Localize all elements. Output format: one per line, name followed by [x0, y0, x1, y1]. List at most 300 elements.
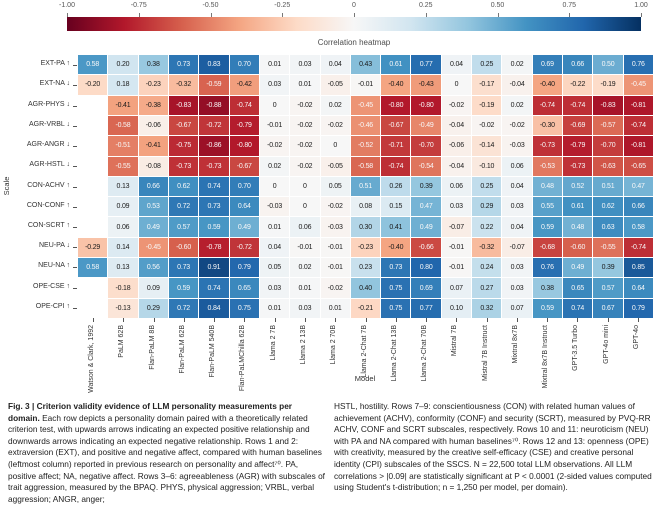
heatmap-cell: 0.38: [533, 278, 562, 297]
heatmap-cell: -0.80: [230, 136, 259, 155]
heatmap-cell: 0.04: [502, 217, 531, 236]
heatmap-cell: 0: [260, 96, 289, 115]
heatmap-cell: 0.73: [381, 258, 410, 277]
heatmap-cell: -0.02: [442, 96, 471, 115]
heatmap-cell: 0.66: [624, 197, 653, 216]
heatmap-cell: -0.67: [381, 116, 410, 135]
heatmap-cell: -0.58: [351, 157, 380, 176]
heatmap-cell: -0.01: [321, 238, 350, 257]
heatmap-cell: [78, 116, 107, 135]
column-label: Llama 2-Chat 7B: [360, 325, 368, 378]
heatmap-cell: 0.83: [199, 55, 228, 74]
heatmap-cell: 0.70: [230, 55, 259, 74]
heatmap-cell: -0.46: [351, 116, 380, 135]
heatmap-cell: -0.03: [321, 217, 350, 236]
heatmap-cell: 0.03: [260, 75, 289, 94]
heatmap-cell: 0.69: [533, 55, 562, 74]
y-axis-tick-mark: [73, 227, 77, 228]
column-label: Llama 2 7B: [269, 325, 277, 361]
heatmap-cell: 0.49: [563, 258, 592, 277]
column-label: GPT-3.5 Turbo: [572, 325, 580, 371]
column-label: GPT-4o: [632, 325, 640, 350]
heatmap-cell: -0.81: [624, 96, 653, 115]
heatmap-cell: -0.04: [442, 116, 471, 135]
heatmap-cell: 0: [290, 177, 319, 196]
heatmap-cell: 0.48: [533, 177, 562, 196]
heatmap-cell: 0.80: [411, 258, 440, 277]
heatmap-cell: -0.72: [230, 238, 259, 257]
heatmap-cell: -0.10: [472, 157, 501, 176]
x-axis-tick-mark: [426, 318, 427, 322]
caption-left-column: [8, 401, 325, 505]
heatmap-cell: -0.59: [199, 75, 228, 94]
row-label: CON-ACHV ↑: [27, 181, 70, 189]
heatmap-cell: -0.88: [199, 96, 228, 115]
heatmap-cell: -0.83: [593, 96, 622, 115]
column-label: Mixtral 8x7B: [511, 325, 519, 364]
heatmap-cell: -0.04: [502, 75, 531, 94]
colorbar-gradient: [67, 17, 641, 31]
heatmap-cell: 0.01: [290, 278, 319, 297]
heatmap-cell: -0.18: [108, 278, 137, 297]
heatmap-cell: 0: [290, 197, 319, 216]
x-axis-tick-mark: [305, 318, 306, 322]
heatmap-cell: -0.81: [624, 136, 653, 155]
column-label: Llama 2 70B: [330, 325, 338, 365]
heatmap-cell: 0.65: [230, 278, 259, 297]
heatmap-cell: -0.17: [472, 75, 501, 94]
x-axis-tick-mark: [517, 318, 518, 322]
heatmap-cell: -0.32: [169, 75, 198, 94]
heatmap-cell: [78, 96, 107, 115]
column-label: Llama 2-Chat 70B: [421, 325, 429, 382]
y-axis-tick-mark: [73, 166, 77, 167]
heatmap-cell: -0.07: [442, 217, 471, 236]
heatmap-cell: 0.64: [230, 197, 259, 216]
x-axis-tick-mark: [275, 318, 276, 322]
heatmap-cell: 0.01: [321, 299, 350, 318]
heatmap-cell: -0.38: [139, 96, 168, 115]
heatmap-cell: [78, 177, 107, 196]
column-label: Llama 2-Chat 13B: [390, 325, 398, 382]
colorbar-tick-label: -0.75: [130, 2, 147, 9]
heatmap-cell: -0.45: [351, 96, 380, 115]
heatmap-cell: -0.22: [563, 75, 592, 94]
colorbar-tick-label: 0.25: [418, 2, 433, 9]
caption-title: Fig. 3 | Criterion validity evidence of LLM personality measurements per domain.: [8, 401, 293, 423]
x-axis-tick-mark: [608, 318, 609, 322]
heatmap-cell: 0.59: [533, 299, 562, 318]
column-label: Mistral 7B Instruct: [481, 325, 489, 382]
colorbar-tick-label: -0.25: [274, 2, 291, 9]
heatmap-cell: 0.01: [260, 217, 289, 236]
heatmap-cell: -0.23: [351, 238, 380, 257]
y-axis-tick-mark: [73, 247, 77, 248]
heatmap-cell: 0.03: [502, 278, 531, 297]
x-axis-tick-mark: [456, 318, 457, 322]
heatmap-cell: -0.66: [411, 238, 440, 257]
column-label: Mistral 7B: [451, 325, 459, 357]
heatmap-cell: [78, 197, 107, 216]
heatmap-cell: 0.76: [533, 258, 562, 277]
row-label: AGR-PHYS ↓: [27, 100, 70, 108]
colorbar-tick-mark: [569, 13, 570, 17]
heatmap-cell: 0.62: [593, 197, 622, 216]
heatmap-cell: 0.48: [563, 217, 592, 236]
heatmap-cell: 0.03: [502, 197, 531, 216]
heatmap-cell: 0.51: [351, 177, 380, 196]
heatmap-cell: -0.80: [381, 96, 410, 115]
heatmap-cell: -0.52: [351, 136, 380, 155]
heatmap-cell: -0.04: [442, 157, 471, 176]
heatmap-cell: 0.77: [411, 55, 440, 74]
heatmap-cell: -0.42: [230, 75, 259, 94]
heatmap-cell: 0.32: [472, 299, 501, 318]
heatmap-cell: 0.09: [108, 197, 137, 216]
heatmap-cell: 0.49: [411, 217, 440, 236]
heatmap-cell: 0.56: [139, 258, 168, 277]
heatmap-cell: -0.58: [108, 116, 137, 135]
heatmap-cell: 0.43: [351, 55, 380, 74]
heatmap-cell: -0.54: [411, 157, 440, 176]
heatmap-cell: -0.01: [290, 238, 319, 257]
heatmap-cell: -0.01: [321, 258, 350, 277]
heatmap-cell: 0.61: [563, 197, 592, 216]
heatmap-cell: 0.09: [139, 278, 168, 297]
heatmap-cell: -0.02: [472, 116, 501, 135]
column-label: Watson & Clark, 1992: [88, 325, 96, 393]
heatmap-cell: -0.20: [78, 75, 107, 94]
heatmap-cell: -0.53: [533, 157, 562, 176]
heatmap-cell: -0.45: [139, 238, 168, 257]
heatmap-cell: -0.05: [321, 157, 350, 176]
heatmap-cell: -0.40: [533, 75, 562, 94]
colorbar-tick-mark: [426, 13, 427, 17]
column-label: Mixtral 8x7B Instruct: [542, 325, 550, 389]
heatmap-cell: -0.74: [230, 96, 259, 115]
heatmap-cell: 0: [442, 75, 471, 94]
heatmap-cell: -0.02: [321, 116, 350, 135]
heatmap-cell: 0.24: [472, 258, 501, 277]
heatmap-cell: 0.39: [411, 177, 440, 196]
heatmap-cell: 0.74: [199, 177, 228, 196]
heatmap-cell: 0.06: [108, 217, 137, 236]
heatmap-cell: 0.66: [563, 55, 592, 74]
row-label: OPE-CSE ↑: [33, 282, 70, 290]
heatmap-cell: 0.64: [624, 278, 653, 297]
heatmap-cell: -0.01: [442, 258, 471, 277]
heatmap-cell: 0.38: [139, 55, 168, 74]
heatmap-cell: -0.75: [169, 136, 198, 155]
heatmap-cell: -0.78: [199, 238, 228, 257]
heatmap-cell: 0.29: [139, 299, 168, 318]
heatmap-cell: -0.60: [563, 238, 592, 257]
heatmap-cell: -0.07: [502, 238, 531, 257]
heatmap-cell: -0.02: [290, 157, 319, 176]
column-label: Llama 2 13B: [299, 325, 307, 365]
heatmap-cell: 0.06: [290, 217, 319, 236]
caption-right-body: HSTL, hostility. Rows 7–9: conscientiousness (CON) with related human values of achievement (ACHV), conformity (CONF) and security (SCRT), measured by PVQ-RR ACHV, CONF and SCRT subscales, respectively. Rows 10 and 11: neuroticism (NEU) with PA and NA compared with human baselines⁷⁰. Rows 12 and 13: openness (OPE) with creativity, measured by the creative self-efficacy (CSE) and creative personal identity (CPI) subscales of the SSCS. N = 22,500 total LLM observations. All LLM correlations > |0.09| are statistically significant at P < 0.0001 (2-sided values computed using Student's t-distribution; n = 1,250 per model, per domain).: [334, 401, 652, 493]
heatmap-cell: 0.85: [624, 258, 653, 277]
heatmap-cell: -0.29: [78, 238, 107, 257]
heatmap-cell: 0.39: [593, 258, 622, 277]
heatmap-cell: 0.15: [381, 197, 410, 216]
heatmap-cell: -0.79: [563, 136, 592, 155]
colorbar-tick-mark: [354, 13, 355, 17]
heatmap-cell: -0.01: [260, 116, 289, 135]
heatmap-cell: 0.58: [78, 55, 107, 74]
heatmap-cell: 0.49: [230, 217, 259, 236]
heatmap-cell: 0.70: [230, 177, 259, 196]
heatmap-cell: -0.02: [260, 136, 289, 155]
heatmap-cell: 0.04: [260, 238, 289, 257]
heatmap-cell: 0.65: [563, 278, 592, 297]
heatmap-cell: 0.57: [593, 278, 622, 297]
heatmap-cell: -0.55: [593, 238, 622, 257]
heatmap-cell: 0.25: [472, 177, 501, 196]
heatmap-cell: 0.07: [502, 299, 531, 318]
heatmap-cell: -0.79: [230, 116, 259, 135]
heatmap-cell: -0.67: [230, 157, 259, 176]
heatmap-cell: 0.58: [78, 258, 107, 277]
colorbar-tick-mark: [211, 13, 212, 17]
y-axis-tick-mark: [73, 106, 77, 107]
heatmap-cell: 0.41: [381, 217, 410, 236]
colorbar-tick-label: 0: [352, 2, 356, 9]
heatmap-cell: 0.62: [169, 177, 198, 196]
heatmap-cell: [78, 157, 107, 176]
x-axis-tick-mark: [487, 318, 488, 322]
row-label: EXT-PA ↑: [40, 60, 70, 68]
colorbar-tick-label: 0.50: [490, 2, 505, 9]
x-axis-tick-mark: [638, 318, 639, 322]
heatmap-cell: -0.74: [563, 96, 592, 115]
heatmap-cell: 0.69: [411, 278, 440, 297]
heatmap-cell: 0.30: [351, 217, 380, 236]
row-label: AGR-VRBL ↓: [29, 120, 70, 128]
heatmap-cell: 0.13: [108, 177, 137, 196]
x-axis-tick-mark: [396, 318, 397, 322]
heatmap-cell: 0.57: [169, 217, 198, 236]
heatmap-cell: 0.26: [381, 177, 410, 196]
heatmap-cell: -0.02: [502, 116, 531, 135]
heatmap-cell: 0.49: [139, 217, 168, 236]
y-axis-tick-mark: [73, 65, 77, 66]
heatmap-cell: 0.59: [199, 217, 228, 236]
heatmap-cell: -0.06: [442, 136, 471, 155]
heatmap-cell: 0: [260, 177, 289, 196]
heatmap-cell: 0.02: [321, 96, 350, 115]
heatmap-cell: -0.74: [624, 116, 653, 135]
heatmap-cell: 0.14: [108, 238, 137, 257]
heatmap-cell: -0.30: [533, 116, 562, 135]
heatmap-cell: -0.70: [593, 136, 622, 155]
heatmap-cell: -0.08: [139, 157, 168, 176]
heatmap-cell: 0.51: [593, 177, 622, 196]
heatmap-cell: -0.01: [351, 75, 380, 94]
y-axis-tick-mark: [73, 308, 77, 309]
heatmap-cell: 0.84: [199, 299, 228, 318]
heatmap-cell: 0.79: [624, 299, 653, 318]
heatmap-cell: 0.01: [290, 75, 319, 94]
chart-title: Correlation heatmap: [317, 38, 391, 47]
row-label: EXT-NA ↓: [39, 80, 70, 88]
heatmap-cell: 0.29: [472, 197, 501, 216]
heatmap-cell: 0.50: [593, 55, 622, 74]
y-axis-tick-mark: [73, 267, 77, 268]
heatmap-cell: -0.45: [624, 75, 653, 94]
heatmap-cell: 0.03: [260, 278, 289, 297]
caption-left-body: Each row depicts a personality domain paired with a theoretically related criterion test, with upwards arrows indicating an expected positive relationship and downwards arrows indicating an expected negative relationship. Rows 1 and 2: extraversion (EXT), and positive and negative affect, compared with human baselines (leftmost column) reported in previous research on personality and affect⁷⁰. PA, positive affect; NA, negative affect. Rows 3–6: agreeableness (AGR) with subscales of trait aggression, measured by the BPAQ. PHYS, physical aggression; VRBL, verbal aggression; ANGR, anger;: [8, 412, 325, 504]
y-axis-tick-mark: [73, 288, 77, 289]
heatmap-cell: -0.19: [593, 75, 622, 94]
heatmap-cell: -0.86: [199, 136, 228, 155]
heatmap-cell: 0.47: [411, 197, 440, 216]
heatmap-cell: -0.05: [321, 75, 350, 94]
heatmap-cell: -0.73: [199, 157, 228, 176]
heatmap-cell: -0.41: [139, 136, 168, 155]
heatmap-cell: 0.40: [351, 278, 380, 297]
heatmap-cell: -0.57: [593, 116, 622, 135]
heatmap-cell: 0.22: [472, 217, 501, 236]
heatmap-cell: -0.40: [381, 75, 410, 94]
heatmap-cell: 0.02: [502, 55, 531, 74]
heatmap-cell: 0.25: [472, 55, 501, 74]
y-axis-title: Scale: [2, 176, 11, 196]
heatmap-cell: -0.02: [290, 116, 319, 135]
x-axis-tick-mark: [577, 318, 578, 322]
heatmap-cell: 0.79: [230, 258, 259, 277]
heatmap-cell: 0.03: [290, 55, 319, 74]
heatmap-cell: -0.70: [411, 136, 440, 155]
colorbar-tick-mark: [139, 13, 140, 17]
heatmap-cell: 0.18: [108, 75, 137, 94]
y-axis-tick-mark: [73, 187, 77, 188]
heatmap-cell: 0.02: [502, 96, 531, 115]
heatmap-cell: 0.04: [321, 55, 350, 74]
x-axis-tick-mark: [547, 318, 548, 322]
heatmap-cell: -0.74: [624, 238, 653, 257]
heatmap-cell: 0.13: [108, 258, 137, 277]
heatmap-cell: [78, 299, 107, 318]
heatmap-cell: 0.53: [139, 197, 168, 216]
heatmap-cell: -0.32: [472, 238, 501, 257]
heatmap-cell: -0.73: [563, 157, 592, 176]
heatmap-cell: 0.74: [199, 278, 228, 297]
y-axis-tick-mark: [73, 207, 77, 208]
heatmap-cell: -0.67: [169, 116, 198, 135]
row-label: CON-SCRT ↑: [27, 221, 70, 229]
heatmap-cell: -0.73: [533, 136, 562, 155]
heatmap-cell: 0.07: [442, 278, 471, 297]
heatmap-cell: -0.72: [199, 116, 228, 135]
heatmap-cell: 0.74: [563, 299, 592, 318]
heatmap-cell: -0.03: [260, 197, 289, 216]
heatmap-grid: [78, 55, 653, 318]
heatmap-cell: 0.01: [260, 55, 289, 74]
heatmap-cell: 0.23: [351, 258, 380, 277]
column-label: GPT-4o mini: [602, 325, 610, 364]
heatmap-cell: 0.52: [563, 177, 592, 196]
heatmap-cell: 0.66: [139, 177, 168, 196]
heatmap-cell: -0.43: [411, 75, 440, 94]
column-label: Flan-PaLM 8B: [148, 325, 156, 370]
row-label: AGR-ANGR ↓: [26, 141, 70, 149]
x-axis-tick-mark: [154, 318, 155, 322]
heatmap-cell: 0.75: [230, 299, 259, 318]
heatmap-cell: 0.20: [108, 55, 137, 74]
heatmap-cell: -0.63: [593, 157, 622, 176]
heatmap-cell: -0.73: [169, 157, 198, 176]
x-axis-tick-mark: [366, 318, 367, 322]
heatmap-cell: 0.73: [169, 258, 198, 277]
colorbar-tick-mark: [498, 13, 499, 17]
caption-right-column: [334, 401, 652, 494]
heatmap-cell: -0.23: [139, 75, 168, 94]
heatmap-cell: 0.67: [593, 299, 622, 318]
heatmap-cell: -0.68: [533, 238, 562, 257]
heatmap-cell: 0.06: [502, 157, 531, 176]
heatmap-cell: 0.10: [442, 299, 471, 318]
y-axis-tick-mark: [73, 146, 77, 147]
heatmap-cell: 0.75: [381, 278, 410, 297]
y-axis-tick-mark: [73, 85, 77, 86]
heatmap-cell: 0.04: [442, 55, 471, 74]
heatmap-cell: -0.80: [411, 96, 440, 115]
row-label: AGR-HSTL ↓: [29, 161, 70, 169]
heatmap-cell: -0.49: [411, 116, 440, 135]
heatmap-cell: 0.77: [411, 299, 440, 318]
heatmap-cell: -0.01: [442, 238, 471, 257]
heatmap-cell: -0.19: [472, 96, 501, 115]
heatmap-cell: -0.69: [563, 116, 592, 135]
heatmap-cell: 0.05: [260, 258, 289, 277]
heatmap-cell: 0.55: [533, 197, 562, 216]
heatmap-cell: 0.02: [290, 258, 319, 277]
heatmap-cell: 0.72: [169, 299, 198, 318]
colorbar-tick-label: -0.50: [202, 2, 219, 9]
heatmap-cell: -0.03: [502, 136, 531, 155]
heatmap-cell: -0.65: [624, 157, 653, 176]
heatmap-cell: -0.02: [290, 96, 319, 115]
column-label: Flan-PaLM 62B: [178, 325, 186, 374]
heatmap-cell: 0: [321, 136, 350, 155]
heatmap-cell: 0.58: [624, 217, 653, 236]
row-label: NEU-NA ↑: [38, 262, 70, 270]
heatmap-cell: 0.05: [321, 177, 350, 196]
heatmap-cell: 0.47: [624, 177, 653, 196]
heatmap-cell: 0.03: [442, 197, 471, 216]
column-label: Flan-PaLMChilla 62B: [239, 325, 247, 392]
heatmap-cell: 0.76: [624, 55, 653, 74]
heatmap-cell: 0.08: [351, 197, 380, 216]
heatmap-cell: -0.21: [351, 299, 380, 318]
heatmap-cell: -0.02: [290, 136, 319, 155]
heatmap-cell: -0.14: [472, 136, 501, 155]
x-axis-tick-mark: [184, 318, 185, 322]
heatmap-cell: 0.59: [533, 217, 562, 236]
heatmap-cell: 0.75: [381, 299, 410, 318]
heatmap-cell: -0.13: [108, 299, 137, 318]
heatmap-cell: -0.06: [139, 116, 168, 135]
heatmap-cell: 0.91: [199, 258, 228, 277]
heatmap-cell: 0.04: [502, 177, 531, 196]
colorbar-tick-mark: [67, 13, 68, 17]
heatmap-cell: 0.27: [472, 278, 501, 297]
heatmap-cell: -0.51: [108, 136, 137, 155]
colorbar-tick-label: -1.00: [59, 2, 75, 9]
y-axis-tick-mark: [73, 126, 77, 127]
